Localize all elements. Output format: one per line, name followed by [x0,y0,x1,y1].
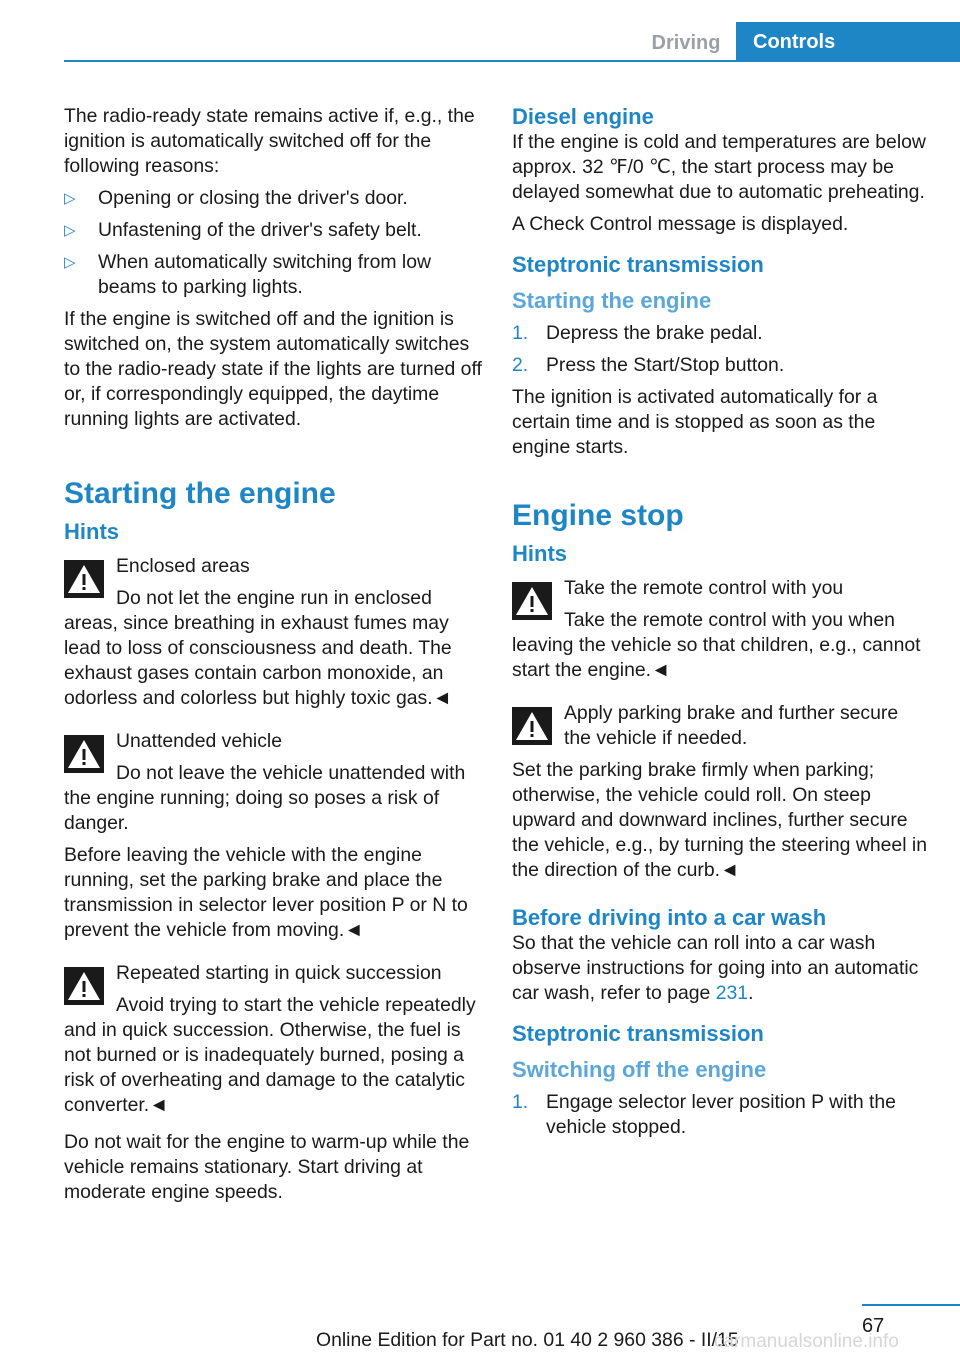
car-wash-heading: Before driving into a car wash [512,905,827,930]
list-item: ▷ Opening or closing the driver's door. [64,187,408,209]
warning-body: Avoid trying to start the vehicle repeatedly and in quick succession. Otherwise, the fuel is not burned or is inadequately burned, posing a risk of overheating and damage to the catalytic converter.◄ [64,994,476,1116]
footer-rule [862,1304,960,1306]
radio-ready-paragraph: If the engine is switched off and the ignition is switched on, the system automatically switches to the radio-ready state if the lights are turned off or, if correspondingly equipped, the daytime running lights are activated. [64,308,482,430]
step-number: 1. [512,322,529,344]
triangle-bullet-icon: ▷ [64,254,76,271]
list-item: ▷ When automatically switching from low beams to parking lights. [64,251,431,298]
warning-title: Repeated starting in quick succession [116,962,442,984]
hints-heading: Hints [64,519,119,544]
warning-enclosed-areas [64,554,482,711]
step-number: 2. [512,354,529,376]
warning-remote-control [512,576,930,683]
warning-triangle-icon [64,967,104,1005]
warning-title: Apply parking brake and further secure the vehicle if needed. [564,702,899,749]
parking-brake-paragraph: Set the parking brake firmly when parking; otherwise, the vehicle could roll. On steep upward and downward inclines, further secure the vehicle, e.g., by turning the steering wheel in the direction of the curb.◄ [512,759,927,881]
steptronic-heading: Steptronic transmission [512,252,764,277]
warning-triangle-icon [64,560,104,598]
warning-body: Do not leave the vehicle unattended with the engine running; doing so poses a risk of danger. [64,762,466,834]
starting-subheading: Starting the engine [512,288,712,313]
section-tab[interactable]: Driving [651,32,721,54]
watermark: carmanualsonline.info [714,1331,899,1352]
warning-extra-paragraph: Before leaving the vehicle with the engine running, set the parking brake and place the transmission in selector lever position P or N to prevent the vehicle from moving.◄ [64,844,468,941]
steptronic-heading: Steptronic transmission [512,1021,764,1046]
check-control-paragraph: A Check Control message is displayed. [512,213,849,235]
triangle-bullet-icon: ▷ [64,190,76,207]
warning-body: Take the remote control with you when leaving the vehicle so that children, e.g., cannot start the engine.◄ [512,609,921,681]
ignition-paragraph: The ignition is activated automatically for a certain time and is stopped as soon as the engine starts. [512,386,878,458]
triangle-bullet-icon: ▷ [64,222,76,239]
car-wash-paragraph: So that the vehicle can roll into a car wash observe instructions for going into an automatic car wash, refer to page 231. [512,932,919,1004]
step-number: 1. [512,1091,529,1113]
list-item: ▷ Unfastening of the driver's safety belt. [64,219,422,241]
list-item: 2. Press the Start/Stop button. [512,354,785,376]
list-item: 1. Engage selector lever position P with the vehicle stopped. [512,1091,896,1138]
hints-heading: Hints [512,541,567,566]
footer-edition: Online Edition for Part no. 01 40 2 960 386 - II/15 [316,1329,739,1351]
warning-body: Do not let the engine run in enclosed areas, since breathing in exhaust fumes may lead to loss of consciousness and death. The exhaust gases contain carbon monoxide, an odorless and colorless but highly toxic gas.◄ [64,587,452,709]
intro-paragraph: The radio-ready state remains active if, e.g., the ignition is automatically switched off for the following reasons: [64,105,475,177]
diesel-heading: Diesel engine [512,104,654,129]
list-item: 1. Depress the brake pedal. [512,322,763,344]
stop-steps-list [512,1090,930,1140]
warning-triangle-icon [64,735,104,773]
warning-title: Take the remote control with you [564,577,844,599]
page-reference-link[interactable]: 231 [715,982,749,1004]
page-number: 67 [862,1315,885,1337]
right-column [512,104,930,1147]
warning-triangle-icon [512,707,552,745]
left-column [64,104,482,1212]
section-heading: Starting the engine [64,477,336,510]
diesel-paragraph: If the engine is cold and temperatures are below approx. 32 ℉/0 ℃, the start process may be delayed somewhat due to automatic preheating. [512,131,926,203]
warning-triangle-icon [512,582,552,620]
warning-title: Enclosed areas [116,555,250,577]
warning-parking-brake [512,701,930,751]
warning-unattended-vehicle [64,729,482,836]
reasons-list [64,186,482,300]
warm-up-paragraph: Do not wait for the engine to warm-up while the vehicle remains stationary. Start driving at moderate engine speeds. [64,1131,470,1203]
chapter-tab[interactable]: Controls [736,22,960,62]
switching-off-subheading: Switching off the engine [512,1057,767,1082]
warning-title: Unattended vehicle [116,730,283,752]
warning-repeated-starting [64,961,482,1118]
start-steps-list [512,321,930,378]
section-heading: Engine stop [512,499,684,532]
